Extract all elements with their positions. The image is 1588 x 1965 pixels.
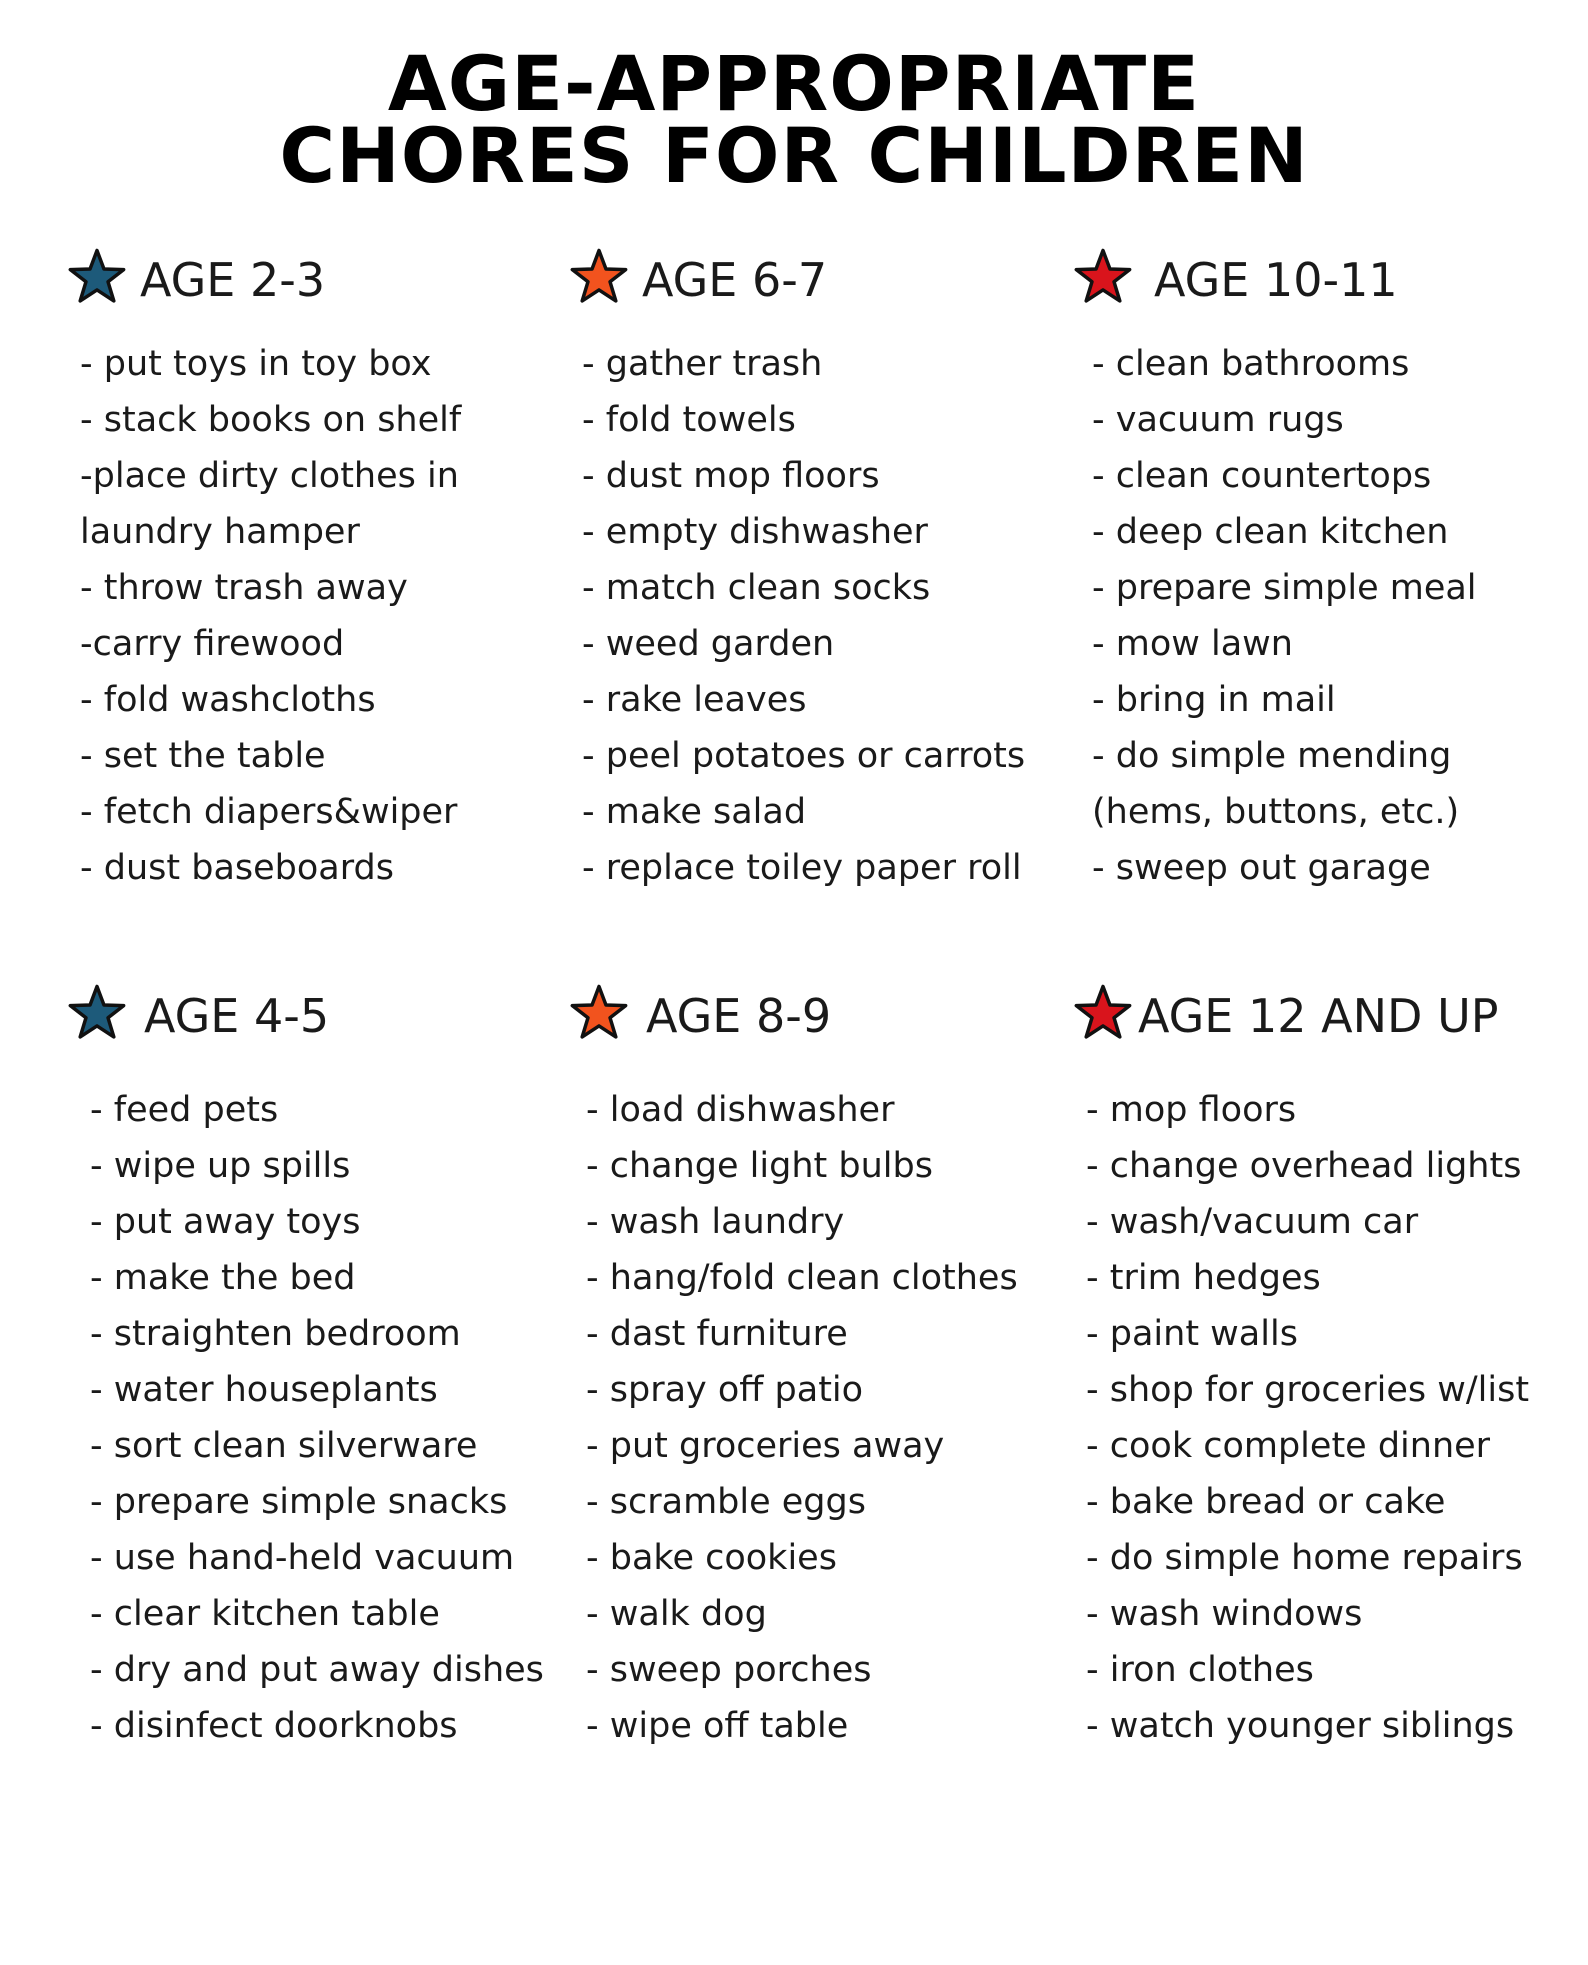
list-item: - peel potatoes or carrots [582, 736, 1026, 776]
list-item: - rake leaves [582, 680, 807, 720]
list-item: - do simple home repairs [1086, 1538, 1523, 1578]
list-item: - mow lawn [1092, 624, 1293, 664]
section-age-4-5 [68, 984, 568, 1746]
list-item: - throw trash away [80, 568, 408, 608]
section-age-12-and-up [1074, 984, 1574, 1746]
list-item: laundry hamper [80, 512, 360, 552]
list-item: - gather trash [582, 344, 823, 384]
section-header [570, 248, 1070, 318]
section-heading: AGE 12 AND UP [1138, 989, 1499, 1043]
list-item: - fold towels [582, 400, 796, 440]
list-item: - watch younger siblings [1086, 1706, 1515, 1746]
list-item: - match clean socks [582, 568, 931, 608]
list-item: - use hand-held vacuum [90, 1538, 515, 1578]
list-item: -carry firewood [80, 624, 345, 664]
list-item: - hang/fold clean clothes [586, 1258, 1018, 1298]
section-heading: AGE 10-11 [1154, 253, 1398, 307]
list-item: - walk dog [586, 1594, 767, 1634]
section-heading: AGE 2-3 [140, 253, 326, 307]
list-item: - trim hedges [1086, 1258, 1321, 1298]
list-item: - wash laundry [586, 1202, 845, 1242]
list-item: - change overhead lights [1086, 1146, 1522, 1186]
list-item: - prepare simple snacks [90, 1482, 508, 1522]
list-item: - put away toys [90, 1202, 361, 1242]
list-item: - load dishwasher [586, 1090, 895, 1130]
list-item: - set the table [80, 736, 326, 776]
red-star-icon [1074, 248, 1132, 304]
list-item: -place dirty clothes in [80, 456, 459, 496]
title-line-2: CHORES FOR CHILDREN [279, 111, 1309, 200]
section-header [1074, 248, 1574, 318]
list-item: - paint walls [1086, 1314, 1298, 1354]
list-item: (hems, buttons, etc.) [1092, 792, 1460, 832]
list-item: - clean bathrooms [1092, 344, 1410, 384]
list-item: - dry and put away dishes [90, 1650, 544, 1690]
list-item: - dust baseboards [80, 848, 394, 888]
list-item: - deep clean kitchen [1092, 512, 1449, 552]
list-item: - water houseplants [90, 1370, 438, 1410]
section-header [68, 248, 568, 318]
list-item: - scramble eggs [586, 1482, 866, 1522]
list-item: - spray off patio [586, 1370, 864, 1410]
page-title [0, 39, 1588, 200]
list-item: - wash windows [1086, 1594, 1363, 1634]
list-item: - fetch diapers&wiper [80, 792, 458, 832]
list-item: - fold washcloths [80, 680, 376, 720]
red-star-icon [1074, 984, 1132, 1040]
list-item: - sweep porches [586, 1650, 872, 1690]
chore-list [586, 1082, 1018, 1754]
list-item: - shop for groceries w/list [1086, 1370, 1530, 1410]
orange-star-icon [570, 248, 628, 304]
section-header [68, 984, 568, 1054]
list-item: - feed pets [90, 1090, 279, 1130]
section-heading: AGE 6-7 [642, 253, 828, 307]
list-item: - cook complete dinner [1086, 1426, 1491, 1466]
section-age-2-3 [68, 248, 568, 888]
list-item: - put groceries away [586, 1426, 945, 1466]
list-item: - bring in mail [1092, 680, 1336, 720]
list-item: - empty dishwasher [582, 512, 928, 552]
list-item: - sort clean silverware [90, 1426, 478, 1466]
list-item: - make the bed [90, 1258, 356, 1298]
list-item: - mop floors [1086, 1090, 1297, 1130]
list-item: - disinfect doorknobs [90, 1706, 458, 1746]
list-item: - wipe up spills [90, 1146, 351, 1186]
list-item: - wash/vacuum car [1086, 1202, 1419, 1242]
list-item: - prepare simple meal [1092, 568, 1477, 608]
blue-star-icon [68, 984, 126, 1040]
section-age-8-9 [570, 984, 1070, 1746]
section-header [570, 984, 1070, 1054]
section-heading: AGE 8-9 [646, 989, 832, 1043]
chore-list [582, 336, 1025, 896]
blue-star-icon [68, 248, 126, 304]
list-item: - replace toiley paper roll [582, 848, 1022, 888]
list-item: - straighten bedroom [90, 1314, 461, 1354]
list-item: - clear kitchen table [90, 1594, 440, 1634]
list-item: - bake cookies [586, 1538, 837, 1578]
chore-list [90, 1082, 544, 1754]
list-item: - wipe off table [586, 1706, 849, 1746]
chore-list [1092, 336, 1477, 896]
list-item: - weed garden [582, 624, 835, 664]
title-line-1: AGE-APPROPRIATE [387, 39, 1201, 128]
section-age-10-11 [1074, 248, 1574, 888]
list-item: - bake bread or cake [1086, 1482, 1446, 1522]
list-item: - put toys in toy box [80, 344, 432, 384]
list-item: - dast furniture [586, 1314, 848, 1354]
list-item: - sweep out garage [1092, 848, 1431, 888]
chore-list [80, 336, 461, 896]
list-item: - dust mop floors [582, 456, 880, 496]
list-item: - clean countertops [1092, 456, 1432, 496]
list-item: - make salad [582, 792, 807, 832]
list-item: - change light bulbs [586, 1146, 933, 1186]
chore-list [1086, 1082, 1529, 1754]
orange-star-icon [570, 984, 628, 1040]
section-age-6-7 [570, 248, 1070, 888]
list-item: - vacuum rugs [1092, 400, 1344, 440]
list-item: - iron clothes [1086, 1650, 1314, 1690]
list-item: - do simple mending [1092, 736, 1452, 776]
section-heading: AGE 4-5 [144, 989, 330, 1043]
list-item: - stack books on shelf [80, 400, 462, 440]
section-header [1074, 984, 1574, 1054]
